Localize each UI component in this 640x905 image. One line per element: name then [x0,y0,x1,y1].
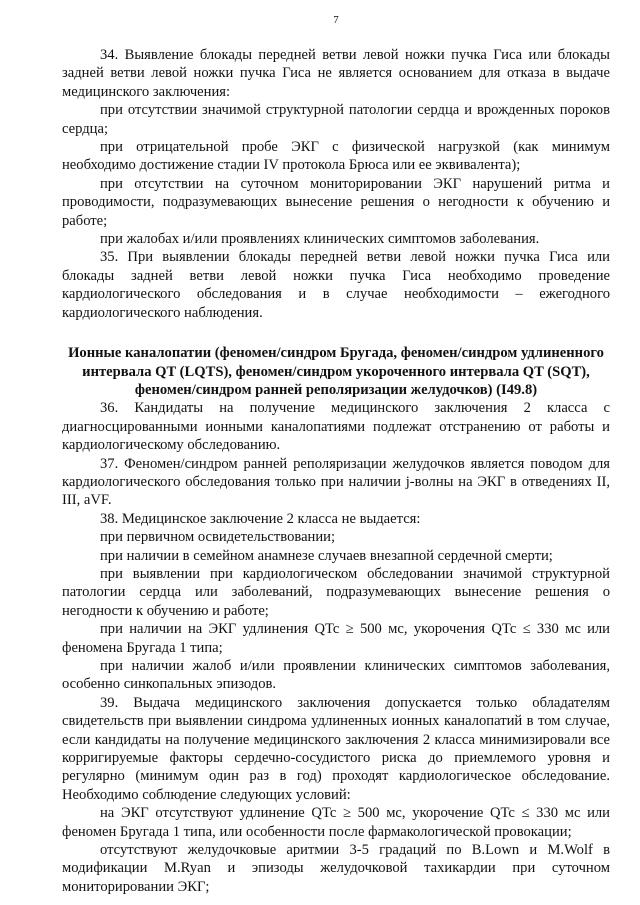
paragraph-38-item-4: при наличии на ЭКГ удлинения QTc ≥ 500 мс, укорочения QTc ≤ 330 мс или феномена Бругада 1 типа; [62,621,610,656]
document-page [62,14,610,896]
paragraph-39-item-1: на ЭКГ отсутствуют удлинение QTc ≥ 500 мс, укорочение QTc ≤ 330 мс или феномен Бругада 1 типа, или особенности после фармакологической провокации; [62,805,610,840]
page-number: 7 [333,14,339,26]
paragraph-38: 38. Медицинское заключение 2 класса не выдается: [100,510,421,527]
paragraph-34: 34. Выявление блокады передней ветви левой ножки пучка Гиса или блокады задней ветви левой ножки пучка Гиса не является основанием для отказа в выдаче медицинского заключения: [62,47,610,100]
paragraph-34-item-2: при отрицательной пробе ЭКГ с физической нагрузкой (как минимум необходимо достижение стадии IV протокола Брюса или ее эквивалента); [62,139,610,174]
paragraph-38-item-2: при наличии в семейном анамнезе случаев внезапной сердечной смерти; [100,547,553,564]
paragraph-38-item-1: при первичном освидетельствовании; [100,529,336,546]
paragraph-34-item-3: при отсутствии на суточном мониторировании ЭКГ нарушений ритма и проводимости, подразумевающих вынесение решения о негодности к обучению и работе; [62,175,610,229]
paragraph-36: 36. Кандидаты на получение медицинского заключения 2 класса с диагносцированными ионными каналопатиями подлежат отстранению от работы и кардиологическому обследованию. [62,400,610,454]
paragraph-35: 35. При выявлении блокады передней ветви левой ножки пучка Гиса или блокады задней ветви левой ножки пучка Гиса необходимо проведение кардиологического обследования и в случае необходимости – ежегодного кардиологического наблюдения. [62,249,610,321]
paragraph-38-item-5: при наличии жалоб и/или проявлении клинических симптомов заболевания, особенно синкопальных эпизодов. [62,658,610,693]
paragraph-37: 37. Феномен/синдром ранней реполяризации желудочков является поводом для кардиологического обследования только при наличии j-волны на ЭКГ в отведениях II, III, aVF. [62,455,610,509]
paragraph-34-item-1: при отсутствии значимой структурной патологии сердца и врожденных пороков сердца; [62,102,610,137]
paragraph-39-item-2: отсутствуют желудочковые аритмии 3-5 градаций по B.Lown и M.Wolf в модификации M.Ryan и эпизоды желудочковой тахикардии при суточном мониторировании ЭКГ; [62,842,610,895]
paragraph-34-item-4: при жалобах и/или проявлениях клинических симптомов заболевания. [100,231,540,248]
section-heading: Ионные каналопатии (феномен/синдром Бругада, феномен/синдром удлиненного интервала QT (LQTS), феномен/синдром укороченного интервала QT (SQT), феномен/синдром ранней реполяризации желудочков) (I49.8) [68,345,604,398]
paragraph-39: 39. Выдача медицинского заключения допускается только обладателям свидетельств при выявлении синдрома удлиненных ионных каналопатий в том случае, если кандидаты на получение медицинского заключения 2 класса минимизировали все корригируемые факторы сердечно-сосудистого риска до приемлемого уровня и регулярно (минимум один раз в год) проходят кардиологическое обследование. Необходимо соблюдение следующих условий: [62,694,610,803]
paragraph-38-item-3: при выявлении при кардиологическом обследовании значимой структурной патологии сердца или заболеваний, подразумевающих вынесение решения о негодности к обучению и работе; [62,565,610,619]
